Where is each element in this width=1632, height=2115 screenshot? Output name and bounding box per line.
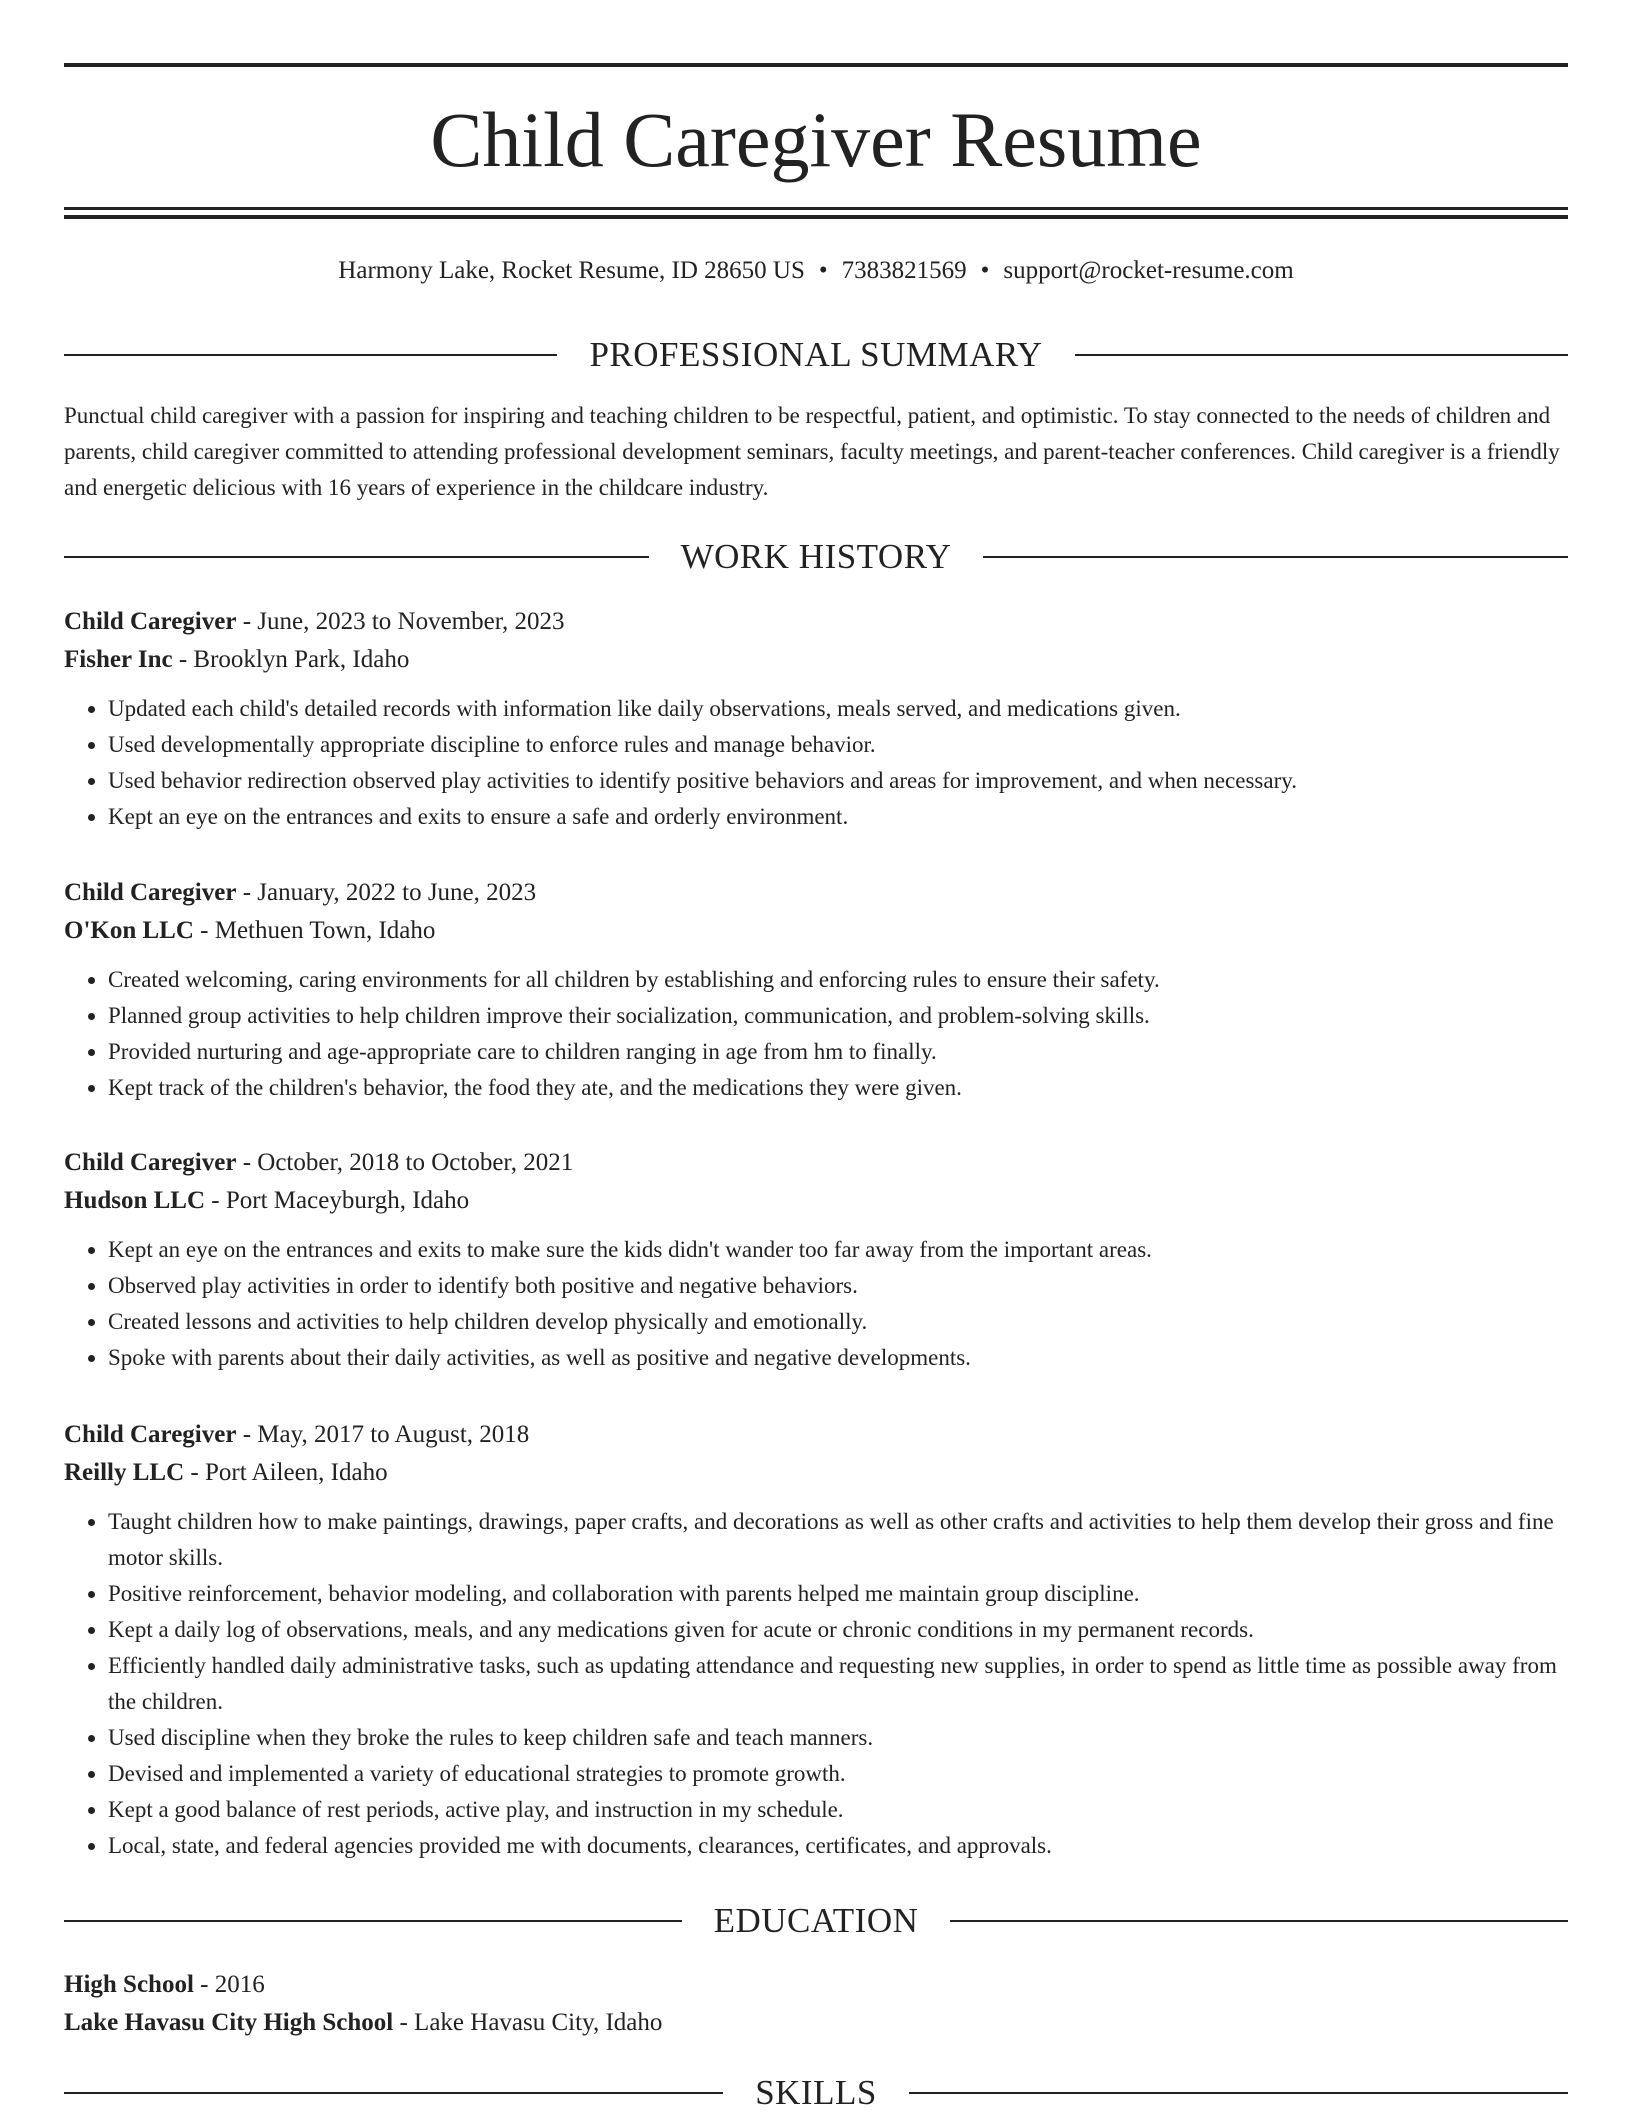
heading-rule	[950, 1920, 1568, 1922]
job-bullet: • Created lessons and activities to help children develop physically and emotionally.	[108, 1304, 1568, 1340]
job-title-line	[64, 874, 1568, 912]
section-heading-label: EDUCATION	[713, 1901, 919, 1940]
job-company-line	[64, 912, 1568, 950]
education-degree-line	[64, 1966, 1568, 2004]
job-location: - Methuen Town, Idaho	[193, 917, 436, 944]
job-location: - Brooklyn Park, Idaho	[172, 646, 410, 673]
heading-rule	[64, 1920, 682, 1922]
job-dates: - June, 2023 to November, 2023	[236, 608, 565, 635]
job-bullets	[64, 1232, 1568, 1376]
education-school-line	[64, 2004, 1568, 2042]
section-heading-label: WORK HISTORY	[680, 537, 952, 576]
heading-rule	[64, 556, 649, 558]
job-bullets	[64, 962, 1568, 1106]
job-bullet: • Updated each child's detailed records with information like daily observations, meals served, and medications given.	[108, 691, 1568, 727]
job-bullet: • Used behavior redirection observed play activities to identify positive behaviors and areas for improvement, and when necessary.	[108, 763, 1568, 799]
job-company: Reilly LLC	[64, 1459, 185, 1486]
job-company: O'Kon LLC	[64, 917, 194, 944]
job-bullet: • Used developmentally appropriate discipline to enforce rules and manage behavior.	[108, 727, 1568, 763]
education-year: - 2016	[193, 1971, 265, 1998]
job-title: Child Caregiver	[64, 1421, 237, 1448]
heading-rule	[64, 354, 557, 356]
job-location: - Port Aileen, Idaho	[184, 1459, 388, 1486]
job-bullet: • Planned group activities to help children improve their socialization, communication, and problem-solving skills.	[108, 998, 1568, 1034]
contact-address: Harmony Lake, Rocket Resume, ID 28650 US	[338, 257, 805, 284]
section-heading-label: PROFESSIONAL SUMMARY	[589, 335, 1043, 374]
job-title-line	[64, 1144, 1568, 1182]
job-bullet: • Observed play activities in order to identify both positive and negative behaviors.	[108, 1268, 1568, 1304]
contact-line	[64, 255, 1568, 287]
contact-email: support@rocket-resume.com	[1003, 257, 1294, 284]
job-company-line	[64, 1454, 1568, 1492]
section-heading-work	[64, 535, 1568, 579]
job-dates: - January, 2022 to June, 2023	[236, 879, 537, 906]
job-entry	[64, 1416, 1568, 1864]
job-bullets	[64, 1504, 1568, 1864]
job-bullets	[64, 691, 1568, 835]
education-school: Lake Havasu City High School	[64, 2009, 394, 2036]
job-bullet: • Local, state, and federal agencies provided me with documents, clearances, certificates, and approvals.	[108, 1828, 1568, 1864]
job-bullet: • Devised and implemented a variety of educational strategies to promote growth.	[108, 1756, 1568, 1792]
title-rule-lower	[64, 215, 1568, 219]
section-heading-label: SKILLS	[755, 2073, 877, 2112]
job-location: - Port Maceyburgh, Idaho	[205, 1187, 470, 1214]
job-bullet: • Kept an eye on the entrances and exits to make sure the kids didn't wander too far away from the important areas.	[108, 1232, 1568, 1268]
job-title: Child Caregiver	[64, 1149, 237, 1176]
section-heading-summary	[64, 333, 1568, 377]
job-company-line	[64, 1182, 1568, 1220]
job-bullet: • Created welcoming, caring environments for all children by establishing and enforcing rules to ensure their safety.	[108, 962, 1568, 998]
education-entry	[64, 1966, 1568, 2042]
job-title: Child Caregiver	[64, 879, 237, 906]
contact-separator: •	[818, 257, 828, 284]
contact-separator: •	[980, 257, 990, 284]
heading-rule	[1075, 354, 1568, 356]
heading-rule	[909, 2092, 1568, 2094]
contact-phone: 7383821569	[841, 257, 967, 284]
job-entry	[64, 603, 1568, 835]
title-rule-upper	[64, 207, 1568, 210]
job-entry	[64, 874, 1568, 1106]
job-bullet: • Kept a daily log of observations, meals, and any medications given for acute or chronic conditions in my permanent records.	[108, 1612, 1568, 1648]
summary-text: Punctual child caregiver with a passion for inspiring and teaching children to be respectful, patient, and optimistic. To stay connected to the needs of children and parents, child caregiver committed to attending professional development seminars, faculty meetings, and parent-teacher conferences. Child caregiver is a friendly and energetic delicious with 16 years of experience in the childcare industry.	[64, 403, 1560, 500]
job-bullet: • Kept a good balance of rest periods, active play, and instruction in my schedule.	[108, 1792, 1568, 1828]
job-bullet: • Kept track of the children's behavior, the food they ate, and the medications they were given.	[108, 1070, 1568, 1106]
job-dates: - May, 2017 to August, 2018	[236, 1421, 530, 1448]
heading-rule	[983, 556, 1568, 558]
job-bullet: • Efficiently handled daily administrative tasks, such as updating attendance and requesting new supplies, in order to spend as little time as possible away from the children.	[108, 1648, 1568, 1720]
resume-title: Child Caregiver Resume	[430, 96, 1202, 183]
heading-rule	[64, 2092, 723, 2094]
job-title-line	[64, 603, 1568, 641]
job-company-line	[64, 641, 1568, 679]
job-bullet: • Positive reinforcement, behavior modeling, and collaboration with parents helped me maintain group discipline.	[108, 1576, 1568, 1612]
job-company: Hudson LLC	[64, 1187, 206, 1214]
education-degree: High School	[64, 1971, 194, 1998]
job-bullet: • Kept an eye on the entrances and exits to ensure a safe and orderly environment.	[108, 799, 1568, 835]
job-bullet: • Taught children how to make paintings, drawings, paper crafts, and decorations as well as other crafts and activities to help them develop their gross and fine motor skills.	[108, 1504, 1568, 1576]
education-location: - Lake Havasu City, Idaho	[393, 2009, 663, 2036]
job-entry	[64, 1144, 1568, 1376]
job-title-line	[64, 1416, 1568, 1454]
job-bullet: • Provided nurturing and age-appropriate care to children ranging in age from hm to finally.	[108, 1034, 1568, 1070]
job-bullet: • Used discipline when they broke the rules to keep children safe and teach manners.	[108, 1720, 1568, 1756]
section-heading-skills	[64, 2071, 1568, 2115]
top-rule	[64, 63, 1568, 67]
section-heading-education	[64, 1899, 1568, 1943]
job-title: Child Caregiver	[64, 608, 237, 635]
job-company: Fisher Inc	[64, 646, 173, 673]
job-dates: - October, 2018 to October, 2021	[236, 1149, 574, 1176]
job-bullet: • Spoke with parents about their daily activities, as well as positive and negative developments.	[108, 1340, 1568, 1376]
